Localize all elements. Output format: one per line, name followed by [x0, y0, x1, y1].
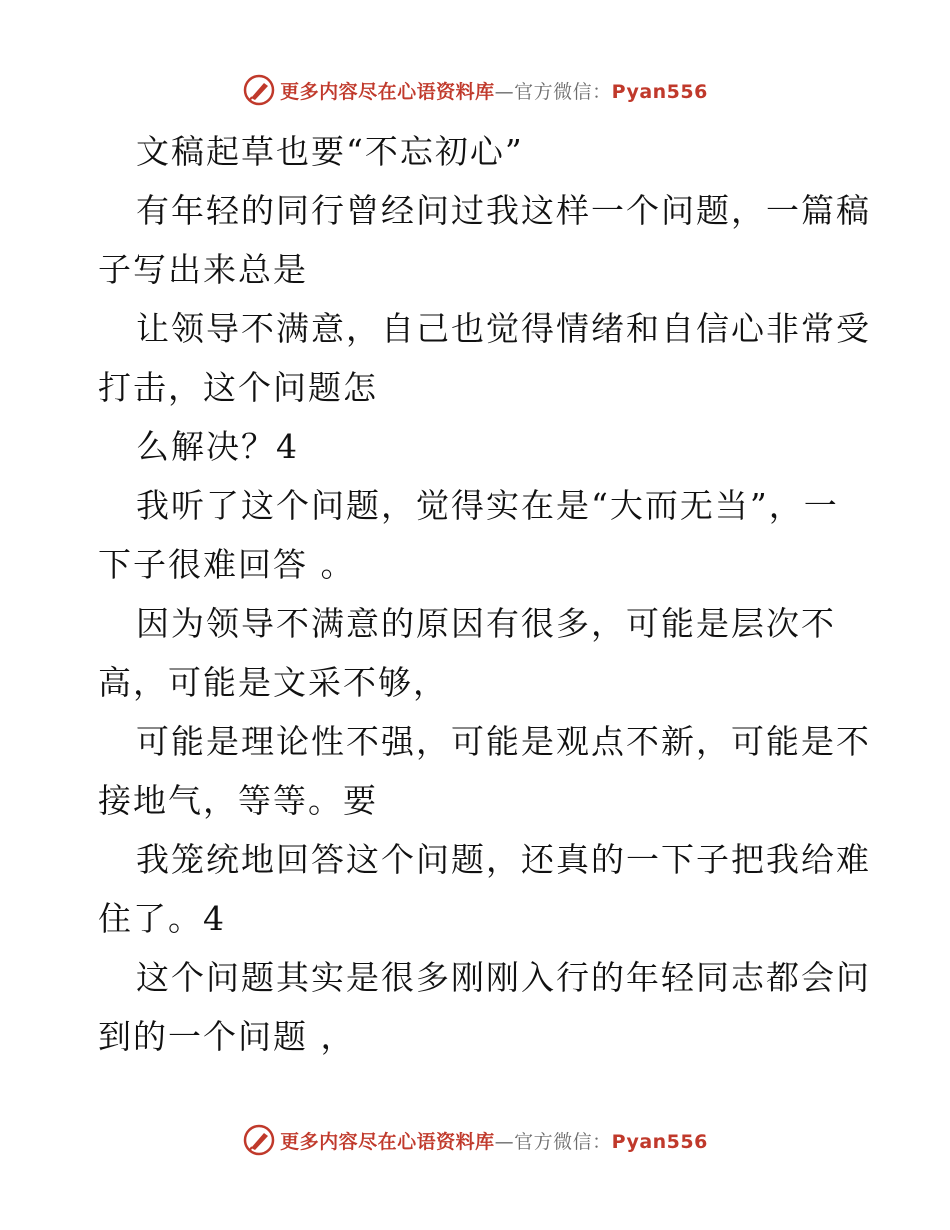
watermark-brand-text: 更多内容尽在心语资料库 — [280, 1130, 495, 1153]
paragraph-line: 高，可能是文采不够， — [98, 663, 448, 702]
paragraph-line: 因为领导不满意的原因有很多，可能是层次不 — [136, 604, 836, 643]
paragraph-line: 打击，这个问题怎 — [98, 368, 378, 407]
watermark-wechat-id: Pyan556 — [611, 1130, 708, 1153]
watermark-wechat-label: 官方微信： — [514, 1130, 612, 1153]
paragraph-line: 这个问题其实是很多刚刚入行的年轻同志都会问 — [136, 958, 871, 997]
paragraph-line: 接地气，等等。要 — [98, 781, 378, 820]
watermark-dash: — — [494, 80, 515, 103]
paragraph-line: 下子很难回答 。 — [98, 545, 356, 584]
document-body — [98, 122, 871, 1066]
paragraph-line: 有年轻的同行曾经问过我这样一个问题，一篇稿 — [136, 191, 871, 230]
paragraph-line: 住了。4 — [98, 899, 226, 938]
paragraph-line: 到的一个问题 ， — [98, 1017, 356, 1056]
paragraph-line: 子写出来总是 — [98, 250, 308, 289]
document-title: 文稿起草也要“不忘初心” — [136, 132, 524, 171]
paragraph-line: 让领导不满意，自己也觉得情绪和自信心非常受 — [136, 309, 871, 348]
footer-watermark — [0, 1120, 950, 1160]
quill-pen-logo-icon — [242, 73, 276, 107]
paragraph-line: 可能是理论性不强，可能是观点不新，可能是不 — [136, 722, 871, 761]
paragraph-line: 么解决？4 — [136, 427, 299, 466]
watermark-dash: — — [494, 1130, 515, 1153]
quill-pen-logo-icon — [242, 1123, 276, 1157]
watermark-wechat-id: Pyan556 — [611, 80, 708, 103]
paragraph-line: 我笼统地回答这个问题，还真的一下子把我给难 — [136, 840, 871, 879]
paragraph-line: 我听了这个问题，觉得实在是“大而无当”，一 — [136, 486, 839, 525]
header-watermark — [0, 70, 950, 110]
watermark-brand-text: 更多内容尽在心语资料库 — [280, 80, 495, 103]
watermark-wechat-label: 官方微信： — [514, 80, 612, 103]
